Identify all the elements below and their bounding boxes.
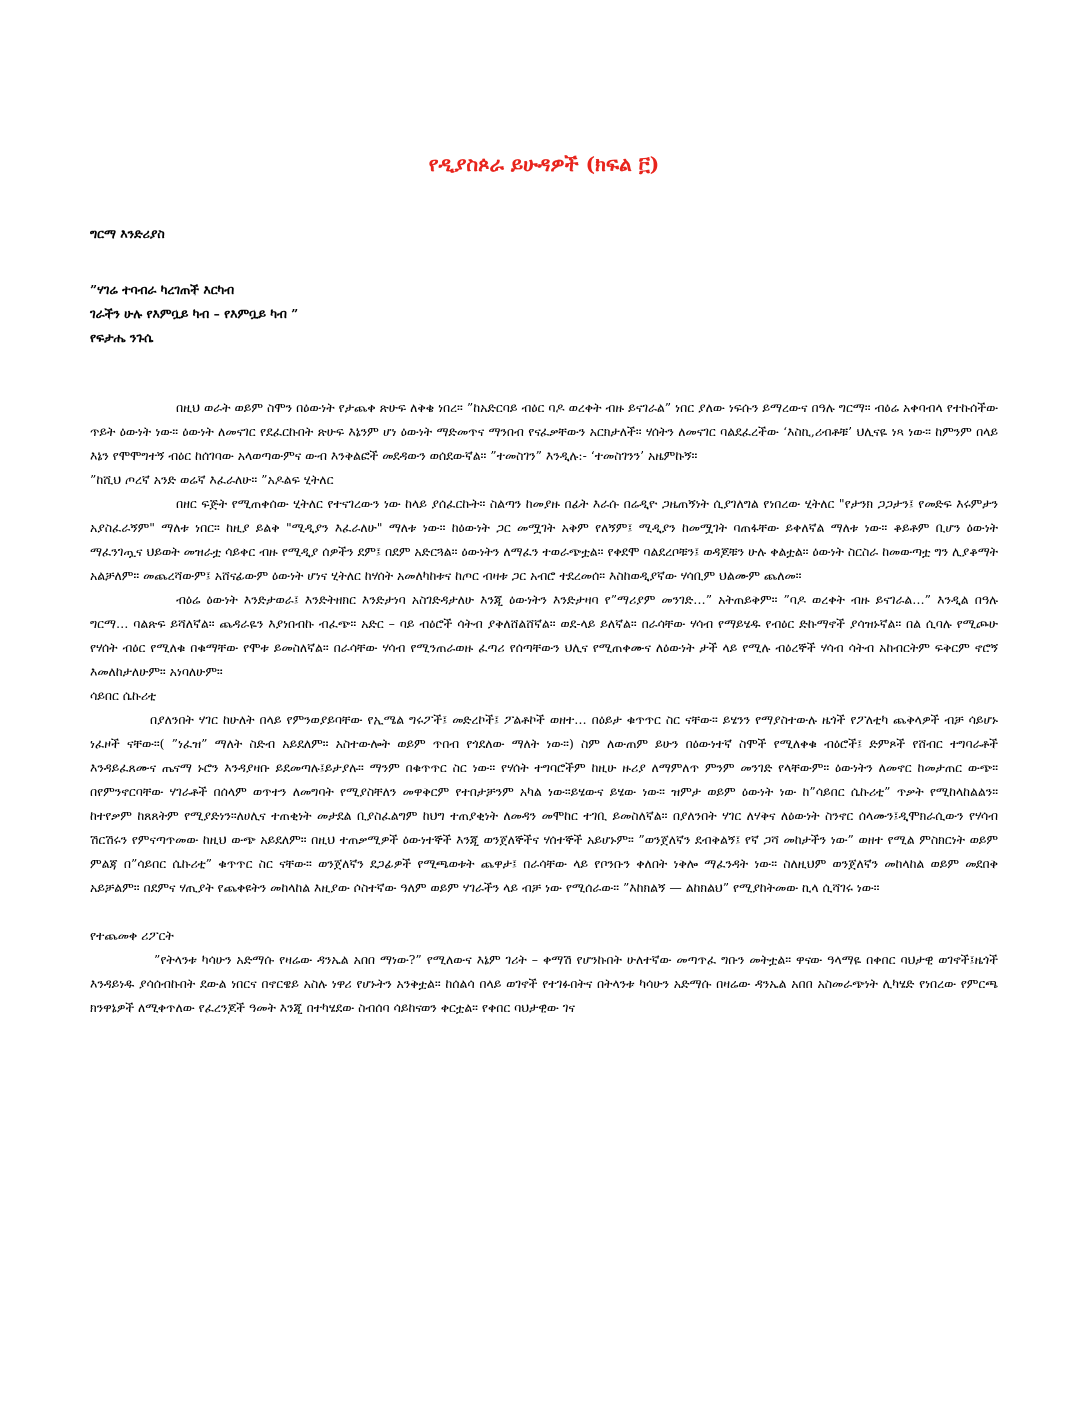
- epigraph: [90, 278, 998, 350]
- spacer: [90, 900, 998, 924]
- report-paragraph: ”የትላንቱ ካሳሁን አድማሱ የዛሬው ዳንኤል አበበ ማነው?” የሚለውና እኔም ገሪት – ቀማሽ የሆንኩበት ሁለተኛው መጣጥፈ ግቡን መትቷል። ዋናው ዓላማዬ በቀበር ባህታዊ ወገኖች፤ዜጎች እንዳይነዱ ያሳሰብኩበት ደውል ነበርና በኖርዌይ አስሉ ነዋሪ የሆኑትን አንቅቷል። ከሰልሳ በላይ ወገኖች የተገፉበትና በትላንቱ ካሳሁን አድማሱ በዛሬው ዳንኤል አበበ አስመራጭነት ሊካሄድ የነበረው የምርጫ ክንዋኔዎች ለሚቀጥለው የፈረንጆች ዓመት እንጂ በተካሄደው ስብሰባ ሳይከናወን ቀርቷል። የቀበር ባህታዊው ገና: [90, 952, 998, 1015]
- pen-paragraph: ብዕሬ ዕውነት እንድታወራ፤ እንድትዘክር እንድታነባ አስገድዳታለሁ እንጂ ዕውነትን እንድታዛባ የ”ማሪያም መንገድ…” አትጠይቅም። ”ባዶ ወረቀት ብዙ ይናገራል…” እንዲል በዓሉ ግርማ… ባልጽፍ ይሻለኛል። ጨዳራዬን እያነበብኩ ብፈጭ። አድር – ባይ ብዕሮች ሳትብ ያቅለሸልሸኛል። ወደ-ላይ ይለኛል። በራሳቸው ሃሳብ የማይሄዱ የብዕር ድኩማኖች ያሳዝኑኛል። በል ሲባሉ የሚጮሁ የሃሰት ብዕር የሚለቁ በቁማቸው የሞቱ ይመስለኛል። በራሳቸው ሃሳብ የሚንጠራወዙ ፈጣሪ የሰጣቸውን ህሊና የሚጠቀሙና ለዕውነት ታች ላይ የሚሉ ብዕረኞች ሃሳብ ሳትብ አከብርትም ፍቅርም ኖሮኝ እመለከታለሁም። አነባለሁም።: [90, 592, 998, 679]
- document-title: የዲያስጶራ ይሁዳዎች (ክፍል ፫): [428, 152, 660, 176]
- epigraph-line-1: ”ሃገሬ ተባብራ ካረገጠች እርካብ: [90, 282, 235, 297]
- author-name: ግርማ እንድሪያስ: [90, 226, 165, 241]
- cyber-security-heading: ሳይበር ሴኩሪቲ: [90, 688, 157, 703]
- intro-paragraph: በዚህ ወራት ወይም ስሞን በዕውነት የታጨቀ ጽሁፍ ለቅቄ ነበረ። ”ከአድርባይ ብዕር ባዶ ወረቀት ብዙ ይናገራል” ነበር ያለው ነፍሱን ይማረውና በዓሉ ግርማ። ብዕሬ አቀባብላ የተኩሰችው ጥይት ዕውነት ነው። ዕውነት ለመናገር የደፈርኩበት ጽሁፍ እኔንም ሆነ ዕውነት ማድመጥና ማንበብ የናፈቃቸውን አርክታለች። ሃሰትን ለመናገር ባልደፈረችው ‘እስኪ,ሪብቶቹ’ ህሊናዬ ነጻ ነው። ከምንም በላይ እኔን የሞሞግተኝ ብዕር ከሰገባው አላወጣውምና ውብ እንቅልፎች መደዳውን ወሰደውኛል። ”ተመስገን” እንዲሉ:- ‘ተመስገንን’ አዜምኩኝ።: [90, 400, 998, 463]
- hitler-paragraph: በዘር ፍጅት የሚጠቀሰው ሂትለር የተናገረውን ነው ከላይ ያሰፈርኩት። ስልጣን ከመያዙ በፊት እራሱ በሬዲዮ ጋዜጠኝነት ሲያገለግል የነበረው ሂትለር "የታንክ ጋጋታን፤ የመድፍ እሩምታን አያስፈራኝም" ማለቱ ነበር። ከዚያ ይልቅ "ሚዲያን እፈራለሁ" ማለቱ ነው። ከዕውነት ጋር መሟገት አቅም የለኝም፤ ሚዲያን ከመሟገት ባጠፋቸው ይቀለኛል ማለቱ ነው። ቆይቶም ቢሆን ዕውነት ማፈንገጧና ህይወት መዝራቷ ሳይቀር ብዙ የሚዲያ ሰዎችን ደም፤ በደም አድርጓል። ዕውነትን ለማፈን ተወራጭቷል። የቀደሞ ባልደረቦቹን፤ ወዳጆቹን ሁሉ ቀልቷል። ዕውነት ስርስራ ከመውጣቷ ግን ሊያቆማት አልቻለም። መጨረሻውም፤ አሸናፊውም ዕውነት ሆነና ሂትለር ከሃሰት አመለካከቱና ከጦር ብዛቱ ጋር አብሮ ተደረመሰ። እስከወዲያኛው ሃሳቢም ህልሙም ጨለመ።: [90, 496, 998, 583]
- epigraph-attribution: የፍታሔ ንጉሴ: [90, 330, 154, 345]
- epigraph-line-2: ገራችን ሁሉ የእምቧይ ካብ – የእምቧይ ካብ ”: [90, 306, 299, 321]
- section-quote-heading: ”ከሺህ ጦረኛ አንድ ወሬኛ እፈራለሁ። ”አዶልፍ ሂትለር: [90, 472, 334, 487]
- report-heading: የተጨመቀ ሪፖርት: [90, 928, 174, 943]
- cyber-security-paragraph: በያለንበት ሃገር ከሁለት በላይ የምንወያይባቸው የኢሜል ግሩፖች፤ መድረኮች፤ ፖልቶኮች ወዘተ… በዕይታ ቁጥጥር ስር ናቸው። ይሄንን የማያስተውሉ ዜጎች የፖለቲካ ጨቅላዎች ብቻ ሳይሆኑ ነፈዞች ናቸው።( ”ነፈዝ” ማለት ስድብ አይደለም። አስተውሎት ወይም ጥበብ የጎደለው ማለት ነው።) ስም ለውጠም ይሁን በዕውነተኛ ስሞች የሚለቀቁ ብዕሮች፤ ድምጾች የሸብር ተግባራቶች እንዳይፈጸሙና ጤናማ ኑሮን እንዳያዛቡ ይደመጣሉ፤ይታያሉ። ማንም በቁጥጥር ስር ነው። የሃሰት ተግባሮችም ከዚሁ ዙሪያ ለማምለጥ ምንም መንገድ የላቸውም። ዕውነትን ለመኖር ከመታጠር ውጭ። በየምንኖርባቸው ሃገራቶች በሰላም ወጥተን ለመግባት የሚያስቸለን መዋቅርም የተበታቻንም አካል ነው።ይሄውና ይሄው ነው። ዝምታ ወይም ዕውነት ነው ከ”ሳይበር ሴኩሪቲ” ጥቃት የሚከላከልልን። ከተየቃም ከጸጸትም የሚያድነን።ለሀሊና ተጠቂነት መታደል ቢያስፈልግም ከህግ ተጠያቂነት ለመዳን መሞከር ተገቢ ይመስለኛል። በያለንበት ሃገር ለሃቅና ለዕውነት ስንኖር ሰላሙን፤ዲሞክራሲውን የሃሳብ ሽርሽሩን የምናጣጥመው ከዚህ ውጭ አይደለም። በዚህ ተጠቃሚዎች ዕውነተኞች እንጂ ወንጀለኞችና ሃሰተኞች አይሆኑም። ”ወንጀለኛን ደብቅልኝ፤ የኛ ጋሻ መከታችን ነው” ወዘተ የሚል ምስክርነት ወይም ምልጃ በ”ሳይበር ሴኩሪቲ” ቁጥጥር ስር ናቸው። ወንጀለኛን ደጋፊዎች የሚጫወቱት ጨዋታ፤ በራሳቸው ላይ የቦንቡን ቀለበት ነቅሎ ማፈንዳት ነው። ስለዚህም ወንጀለኛን መከላከል ወይም መደበቅ አይቻልም። በደምና ሃጢያት የጨቀዩትን መከላከል እዚያው ሶስተኛው ዓለም ወይም ሃገራችን ላይ ብቻ ነው የሚሰራው። ”እከክልኝ — ልከክልህ” የሚያከትመው ኪላ ሲሻገሩ ነው።: [90, 712, 998, 895]
